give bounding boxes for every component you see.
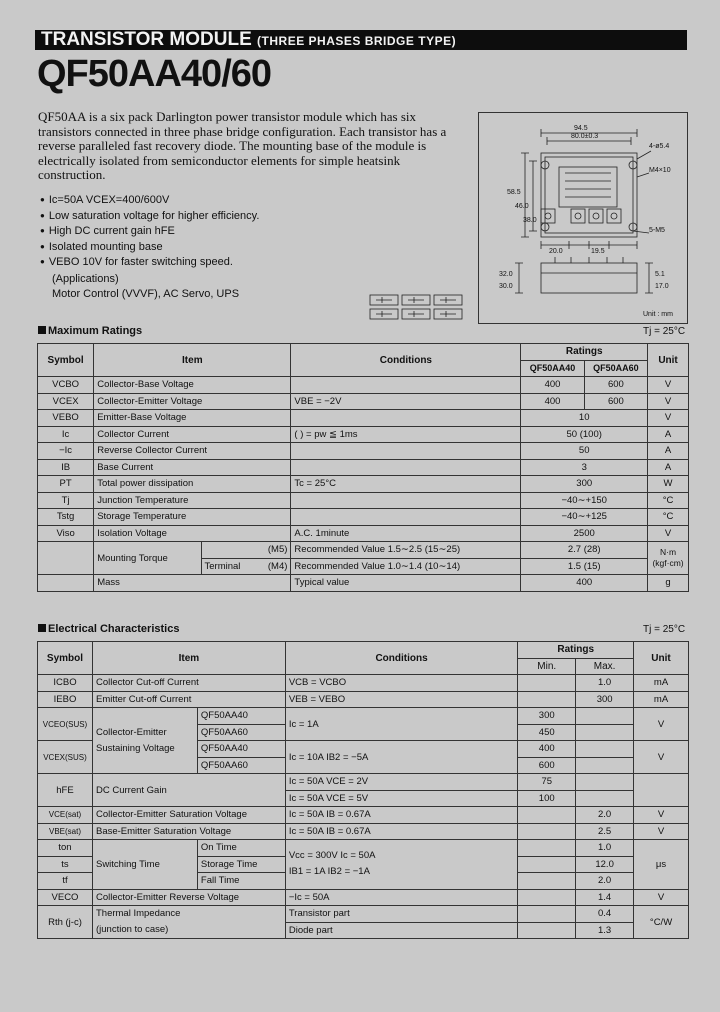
col-unit: Unit — [648, 344, 689, 377]
cell-max: 2.0 — [576, 807, 634, 824]
cell-unit: V — [648, 393, 689, 410]
cell-symbol: PT — [38, 476, 94, 493]
cell-unit: V — [634, 823, 689, 840]
cell-symbol: IEBO — [38, 691, 93, 708]
table-row — [38, 840, 689, 857]
dim-label: 5.1 — [655, 271, 665, 278]
table-row — [38, 906, 689, 923]
cell-item: Collector Cut-off Current — [92, 675, 285, 692]
cell-item: Isolation Voltage — [94, 525, 291, 542]
col-item: Item — [92, 642, 285, 675]
package-outline-diagram — [478, 112, 688, 324]
applications-label: (Applications) — [52, 273, 119, 285]
cell-min: 75 — [518, 774, 576, 791]
cell-unit: mA — [634, 675, 689, 692]
cell-item: (junction to case) — [95, 924, 169, 935]
cell-conditions: VBE = −2V — [291, 393, 521, 410]
cell-rating: 400 — [521, 393, 584, 410]
dim-label: 20.0 — [549, 248, 563, 255]
max-ratings-title: Maximum Ratings — [38, 325, 142, 337]
cell-rating: 600 — [584, 393, 647, 410]
feature-item: ● Ic=50A VCEX=400/600V — [40, 193, 259, 209]
cell-item: Switching Time — [92, 840, 197, 890]
cell-max: 1.3 — [576, 922, 634, 939]
cell-item: Base-Emitter Saturation Voltage — [92, 823, 285, 840]
table-row — [38, 492, 689, 509]
table-row — [38, 542, 689, 559]
cell-symbol: IB — [38, 459, 94, 476]
table-row — [38, 675, 689, 692]
cell-symbol: VEBO — [38, 410, 94, 427]
dim-label: 5-M5 — [649, 227, 665, 234]
col-symbol: Symbol — [38, 344, 94, 377]
cell-subitem: (M4) — [267, 560, 288, 572]
cell-rating: 10 — [521, 410, 648, 427]
title-band — [35, 30, 687, 50]
dim-label: 17.0 — [655, 283, 669, 290]
cell-max: 1.0 — [576, 840, 634, 857]
table-row — [38, 807, 689, 824]
cell-conditions: A.C. 1minute — [291, 525, 521, 542]
cell-max: 2.5 — [576, 823, 634, 840]
cell-unit: V — [648, 525, 689, 542]
cell-conditions: VCB = VCBO — [285, 675, 517, 692]
unit-label: Unit : mm — [643, 311, 673, 318]
cell-conditions: Recommended Value 1.0∼1.4 (10∼14) — [291, 558, 521, 575]
cell-unit: V — [634, 708, 689, 741]
cell-max: 2.0 — [576, 873, 634, 890]
cell-min: 600 — [518, 757, 576, 774]
cell-item: Junction Temperature — [94, 492, 291, 509]
table-row — [38, 823, 689, 840]
cell-symbol: Tj — [38, 492, 94, 509]
cell-unit: A — [648, 443, 689, 460]
cell-min: 100 — [518, 790, 576, 807]
cell-item: Collector-Base Voltage — [94, 377, 291, 394]
model-number: QF50AA40/60 — [37, 53, 272, 95]
cell-model: QF50AA40 — [197, 708, 285, 725]
cell-item: DC Current Gain — [92, 774, 285, 807]
table-header — [38, 344, 689, 361]
cell-rating: 400 — [521, 575, 648, 592]
cell-conditions: Tc = 25°C — [291, 476, 521, 493]
cell-conditions — [291, 509, 521, 526]
cell-symbol: VCBO — [38, 377, 94, 394]
cell-conditions: Ic = 50A IB = 0.67A — [285, 807, 517, 824]
col-rating-40: QF50AA40 — [521, 360, 584, 377]
cell-symbol: VECO — [38, 889, 93, 906]
doc-title: TRANSISTOR MODULE — [41, 29, 252, 50]
table-row — [38, 509, 689, 526]
cell-item: Mounting Torque — [94, 542, 201, 575]
cell-rating: 2.7 (28) — [521, 542, 648, 559]
col-ratings: Ratings — [521, 344, 648, 361]
cell-conditions — [291, 443, 521, 460]
cell-rating: 300 — [521, 476, 648, 493]
dim-label: 80.0±0.3 — [571, 133, 599, 140]
table-row — [38, 889, 689, 906]
cell-unit: V — [648, 410, 689, 427]
cell-item: Collector-Emitter Voltage — [94, 393, 291, 410]
cell-item: Emitter-Base Voltage — [94, 410, 291, 427]
max-ratings-tj: Tj = 25°C — [643, 326, 686, 337]
applications-text: Motor Control (VVVF), AC Servo, UPS — [52, 288, 240, 300]
cell-item: Collector-Emitter Reverse Voltage — [92, 889, 285, 906]
feature-item: ● High DC current gain hFE — [40, 224, 259, 240]
cell-item: Thermal Impedance — [95, 908, 181, 919]
cell-unit: °C — [648, 509, 689, 526]
cell-rating: 50 — [521, 443, 648, 460]
cell-symbol: VCEO(SUS) — [38, 708, 93, 741]
cell-item: Collector-Emitter Saturation Voltage — [92, 807, 285, 824]
cell-max: 1.0 — [576, 675, 634, 692]
table-row — [38, 708, 689, 725]
cell-subitem: Terminal — [204, 560, 241, 572]
cell-rating: −40∼+125 — [521, 509, 648, 526]
cell-min: 450 — [518, 724, 576, 741]
cell-symbol: VCE(sat) — [38, 807, 93, 824]
intro-paragraph: QF50AA is a six pack Darlington power transistor module which has six transistors connected in three phase bridge configuration. Each transistor has a reverse paralleled fast recovery diode. The mounting base of the module is electrically isolated from semiconductor elements for simple heatsink construction. — [38, 109, 447, 182]
dim-label: 32.0 — [499, 271, 513, 278]
cell-unit: V — [634, 741, 689, 774]
cell-conditions: Vcc = 300V Ic = 50A — [288, 850, 376, 862]
cell-conditions: Ic = 10A IB2 = −5A — [285, 741, 517, 774]
cell-unit: V — [648, 377, 689, 394]
table-row — [38, 443, 689, 460]
cell-conditions: Ic = 50A VCE = 2V — [285, 774, 517, 791]
cell-symbol: VBE(sat) — [38, 823, 93, 840]
circuit-schematic-icon — [368, 292, 464, 322]
col-min: Min. — [518, 658, 576, 675]
cell-symbol: ICBO — [38, 675, 93, 692]
cell-symbol: ts — [38, 856, 93, 873]
cell-symbol: Tstg — [38, 509, 94, 526]
elec-title: Electrical Characteristics — [38, 623, 179, 635]
cell-symbol: Rth (j-c) — [38, 906, 93, 939]
elec-table — [37, 641, 689, 939]
cell-symbol: hFE — [38, 774, 93, 807]
col-symbol: Symbol — [38, 642, 93, 675]
cell-unit: A — [648, 426, 689, 443]
cell-item: Collector-Emitter — [95, 726, 167, 738]
cell-symbol: −Ic — [38, 443, 94, 460]
cell-conditions: Transistor part — [285, 906, 517, 923]
cell-subitem: Storage Time — [197, 856, 285, 873]
cell-min: 400 — [518, 741, 576, 758]
cell-conditions — [291, 459, 521, 476]
table-row — [38, 377, 689, 394]
cell-model: QF50AA40 — [197, 741, 285, 758]
cell-conditions: ( ) = pw ≦ 1ms — [291, 426, 521, 443]
dim-label: 58.5 — [507, 189, 521, 196]
feature-list — [40, 193, 259, 271]
cell-unit: mA — [634, 691, 689, 708]
cell-item: Total power dissipation — [94, 476, 291, 493]
cell-subitem: Fall Time — [197, 873, 285, 890]
cell-subitem: On Time — [197, 840, 285, 857]
cell-max: 300 — [576, 691, 634, 708]
dim-label: 19.5 — [591, 248, 605, 255]
table-row — [38, 426, 689, 443]
cell-conditions: VEB = VEBO — [285, 691, 517, 708]
cell-unit: V — [634, 807, 689, 824]
cell-conditions: Typical value — [291, 575, 521, 592]
cell-max: 0.4 — [576, 906, 634, 923]
feature-item: ● Low saturation voltage for higher efficiency. — [40, 209, 259, 225]
cell-rating: 600 — [584, 377, 647, 394]
cell-unit: °C/W — [634, 906, 689, 939]
cell-item: Mass — [94, 575, 291, 592]
feature-item: ● Isolated mounting base — [40, 240, 259, 256]
cell-max: 1.4 — [576, 889, 634, 906]
cell-unit: °C — [648, 492, 689, 509]
cell-conditions: IB1 = 1A IB2 = −1A — [288, 866, 370, 878]
cell-conditions: −Ic = 50A — [285, 889, 517, 906]
cell-symbol: ton — [38, 840, 93, 857]
cell-rating: 2500 — [521, 525, 648, 542]
cell-conditions — [291, 410, 521, 427]
cell-item: Reverse Collector Current — [94, 443, 291, 460]
cell-item: Sustaining Voltage — [95, 742, 175, 754]
cell-model: QF50AA60 — [197, 724, 285, 741]
elec-tj: Tj = 25°C — [643, 624, 686, 635]
dim-label: 46.0 — [515, 203, 529, 210]
col-rating-60: QF50AA60 — [584, 360, 647, 377]
cell-item: Storage Temperature — [94, 509, 291, 526]
cell-unit: μs — [634, 840, 689, 890]
cell-conditions — [291, 377, 521, 394]
col-conditions: Conditions — [285, 642, 517, 675]
table-header — [38, 642, 689, 659]
dim-label: 4-ø5.4 — [649, 143, 670, 150]
cell-item: Base Current — [94, 459, 291, 476]
max-ratings-table — [37, 343, 689, 592]
col-unit: Unit — [634, 642, 689, 675]
table-row — [38, 459, 689, 476]
dim-label: 30.0 — [499, 283, 513, 290]
cell-item: Emitter Cut-off Current — [92, 691, 285, 708]
cell-subitem: (M5) — [201, 542, 291, 559]
cell-rating: −40∼+150 — [521, 492, 648, 509]
col-max: Max. — [576, 658, 634, 675]
col-item: Item — [94, 344, 291, 377]
cell-rating: 1.5 (15) — [521, 558, 648, 575]
cell-min: 300 — [518, 708, 576, 725]
cell-rating: 3 — [521, 459, 648, 476]
cell-unit: W — [648, 476, 689, 493]
cell-conditions — [291, 492, 521, 509]
applications — [52, 272, 239, 302]
cell-rating: 400 — [521, 377, 584, 394]
table-row — [38, 774, 689, 791]
dim-label: 94.5 — [574, 125, 588, 132]
cell-unit: A — [648, 459, 689, 476]
dim-label: M4×10 — [649, 167, 671, 174]
table-row — [38, 393, 689, 410]
table-row — [38, 410, 689, 427]
cell-conditions: Recommended Value 1.5∼2.5 (15∼25) — [291, 542, 521, 559]
cell-symbol: Ic — [38, 426, 94, 443]
cell-conditions: Diode part — [285, 922, 517, 939]
cell-model: QF50AA60 — [197, 757, 285, 774]
dim-label: 38.0 — [523, 217, 537, 224]
cell-symbol: tf — [38, 873, 93, 890]
table-row — [38, 476, 689, 493]
table-row — [38, 691, 689, 708]
col-ratings: Ratings — [518, 642, 634, 659]
col-conditions: Conditions — [291, 344, 521, 377]
cell-symbol: VCEX(SUS) — [38, 741, 93, 774]
cell-item: Collector Current — [94, 426, 291, 443]
table-row — [38, 575, 689, 592]
table-row — [38, 525, 689, 542]
doc-subtitle: (THREE PHASES BRIDGE TYPE) — [257, 34, 457, 48]
cell-symbol: VCEX — [38, 393, 94, 410]
cell-unit: V — [634, 889, 689, 906]
cell-symbol: Viso — [38, 525, 94, 542]
cell-conditions: Ic = 50A IB = 0.67A — [285, 823, 517, 840]
feature-item: ● VEBO 10V for faster switching speed. — [40, 255, 259, 271]
cell-conditions: Ic = 1A — [285, 708, 517, 741]
cell-max: 12.0 — [576, 856, 634, 873]
cell-unit: N·m (kgf·cm) — [648, 542, 689, 575]
cell-unit: g — [648, 575, 689, 592]
cell-conditions: Ic = 50A VCE = 5V — [285, 790, 517, 807]
cell-rating: 50 (100) — [521, 426, 648, 443]
